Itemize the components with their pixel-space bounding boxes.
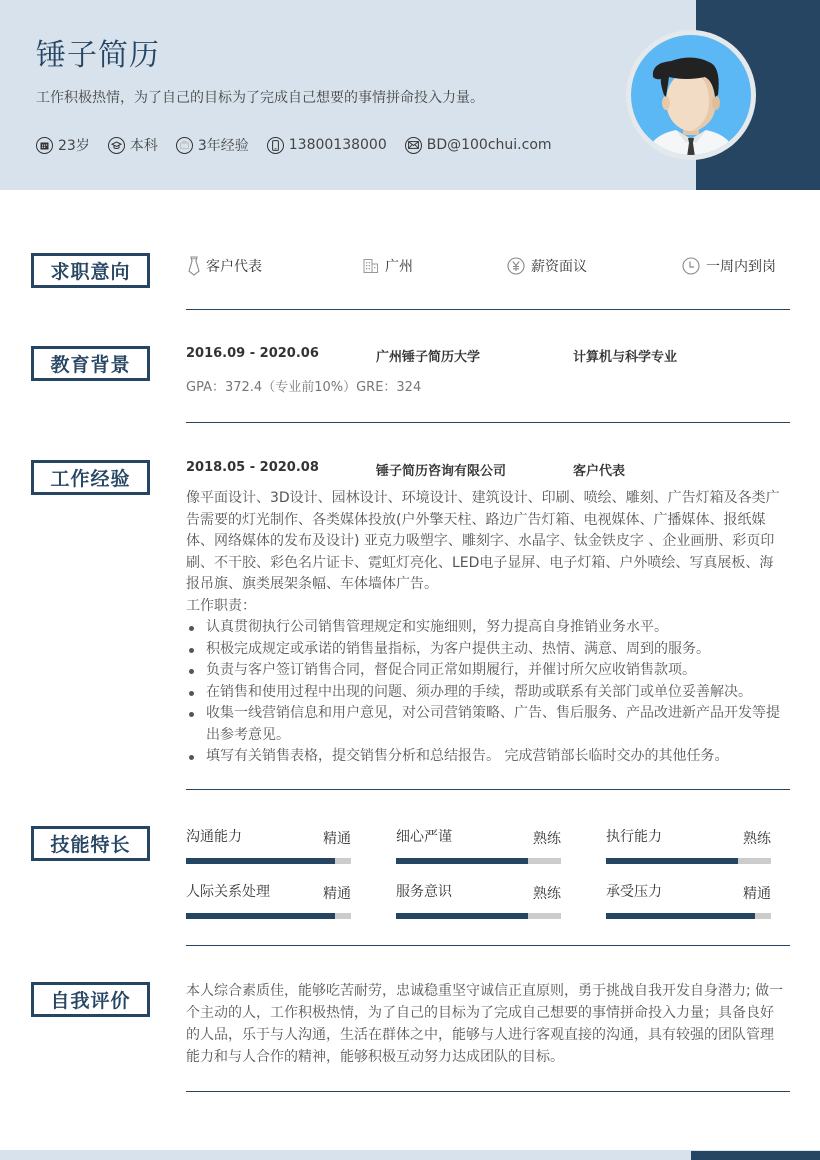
skill-bar-fill: [396, 858, 528, 864]
info-degree: [108, 135, 158, 155]
work-duties-title: 工作职责：: [186, 597, 256, 614]
divider-skills: [186, 945, 790, 946]
resume-name: 锤子简历: [36, 38, 160, 73]
self-evaluation-text: 本人综合素质佳，能够吃苦耐劳，忠诚稳重坚守诚信正直原则，勇于挑战自我开发自身潜力; 做一个主动的人，工作积极热情，为了自己的目标为了完成自己想要的事情拼命投入力量；具备良好的人品，乐于与人沟通，生活在群体之中，能够与人进行客观直接的沟通，具有较强的团队管理能力和与人合作的精神，能够积极互动努力达成团队的目标。: [186, 983, 784, 1065]
work-description: 像平面设计、3D设计、园林设计、环境设计、建筑设计、印刷、喷绘、雕刻、广告灯箱及各类广告需要的灯光制作、各类媒体投放(户外擎天柱、路边广告灯箱、电视媒体、广播媒体、报纸媒体、网络媒体的发布及设计) 亚克力吸塑字、雕刻字、水晶字、钛金铁皮字 、企业画册、彩页印刷、不干胶、彩色名片证卡、霓虹灯亮化、LED电子显屏、电子灯箱、户外喷绘、写真展板、海报吊旗、旗类展架条幅、车体墙体广告。: [186, 490, 780, 592]
skill-bar-fill: [396, 913, 528, 919]
info-experience-label: 3年经验: [197, 138, 249, 154]
info-email-label[interactable]: BD@100chui.com: [426, 137, 552, 153]
skill-item: [606, 881, 771, 919]
intent-salary-label: 薪资面议: [531, 259, 587, 275]
duty-item: 在销售和使用过程中出现的问题、须办理的手续，帮助或联系有关部门或单位妥善解决。: [186, 682, 784, 704]
skill-name: 服务意识: [396, 884, 452, 900]
duty-item: 积极完成规定或承诺的销售量指标，为客户提供主动、热情、满意、周到的服务。: [186, 639, 784, 661]
skill-name: 人际关系处理: [186, 884, 270, 900]
work-position: 客户代表: [573, 464, 626, 479]
education-major: 计算机与科学专业: [573, 350, 678, 365]
info-age: [36, 135, 90, 155]
personal-info-row: [36, 135, 570, 155]
intent-availability-label: 一周内到岗: [706, 259, 776, 275]
work-company: 锤子简历咨询有限公司: [376, 464, 507, 479]
tie-icon: [188, 256, 200, 276]
skill-bar: [606, 913, 771, 919]
info-degree-label: 本科: [129, 138, 158, 154]
building-icon: [363, 258, 379, 274]
intent-position: [188, 256, 262, 276]
section-title-job-intent: 求职意向: [31, 253, 150, 288]
skill-bar-fill: [186, 858, 335, 864]
duty-item: 认真贯彻执行公司销售管理规定和实施细则，努力提高自身推销业务水平。: [186, 617, 784, 639]
education-period: 2016.09 - 2020.06: [186, 346, 319, 361]
skill-level: 精通: [323, 831, 351, 847]
skill-bar: [186, 858, 351, 864]
section-title-self-eval: 自我评价: [31, 982, 150, 1017]
intent-position-label: 客户代表: [206, 259, 262, 275]
divider-education: [186, 422, 790, 423]
clock-icon: [682, 257, 700, 275]
skill-bar-fill: [606, 913, 755, 919]
info-age-label: 23岁: [58, 138, 90, 154]
resume-motto: 工作积极热情，为了自己的目标为了完成自己想要的事情拼命投入力量。: [36, 90, 484, 106]
skill-name: 执行能力: [606, 829, 662, 845]
skill-item: [186, 826, 351, 864]
skill-item: [396, 826, 561, 864]
avatar: [626, 30, 756, 160]
skill-item: [606, 826, 771, 864]
mail-icon: [405, 137, 422, 154]
duty-item: 负责与客户签订销售合同，督促合同正常如期履行，并催讨所欠应收销售款项。: [186, 660, 784, 682]
skill-name: 承受压力: [606, 884, 662, 900]
section-title-education: 教育背景: [31, 346, 150, 381]
skill-item: [186, 881, 351, 919]
yen-icon: [507, 257, 525, 275]
intent-city-label: 广州: [385, 259, 413, 275]
avatar-illustration: [631, 35, 751, 155]
skill-level: 精通: [323, 886, 351, 902]
skill-level: 熟练: [743, 831, 771, 847]
skill-name: 细心严谨: [396, 829, 452, 845]
intent-salary: [507, 256, 587, 276]
info-phone-label[interactable]: 13800138000: [288, 137, 387, 153]
skill-bar-fill: [186, 913, 335, 919]
skill-bar: [606, 858, 771, 864]
info-email: [405, 137, 552, 154]
section-title-work: 工作经验: [31, 460, 150, 495]
education-gpa: GPA：372.4（专业前10%）GRE：324: [186, 380, 422, 395]
work-details: [186, 488, 784, 768]
education-school: 广州锤子简历大学: [376, 350, 481, 365]
skill-item: [396, 881, 561, 919]
skill-bar: [396, 858, 561, 864]
duty-item: 收集一线营销信息和用户意见，对公司营销策略、广告、售后服务、产品改进新产品开发等提出参考意见。: [186, 703, 784, 746]
skill-level: 熟练: [533, 886, 561, 902]
work-duties-list: [186, 617, 784, 768]
work-period: 2018.05 - 2020.08: [186, 460, 319, 475]
info-experience: [176, 135, 249, 155]
skill-level: 精通: [743, 886, 771, 902]
skill-bar-fill: [606, 858, 738, 864]
footer-accent-block: [691, 1151, 820, 1160]
section-title-skills: 技能特长: [31, 826, 150, 861]
skill-level: 熟练: [533, 831, 561, 847]
skill-name: 沟通能力: [186, 829, 242, 845]
intent-availability: [682, 256, 776, 276]
divider-work: [186, 789, 790, 790]
info-phone: [267, 137, 387, 154]
skill-bar: [396, 913, 561, 919]
briefcase-icon: [176, 137, 193, 154]
intent-city: [363, 256, 413, 276]
phone-icon: [267, 137, 284, 154]
duty-item: 填写有关销售表格，提交销售分析和总结报告。 完成营销部长临时交办的其他任务。: [186, 746, 784, 768]
calendar-icon: [36, 137, 53, 154]
divider-self-eval: [186, 1091, 790, 1092]
divider-job-intent: [186, 309, 790, 310]
graduation-cap-icon: [108, 137, 125, 154]
skill-bar: [186, 913, 351, 919]
